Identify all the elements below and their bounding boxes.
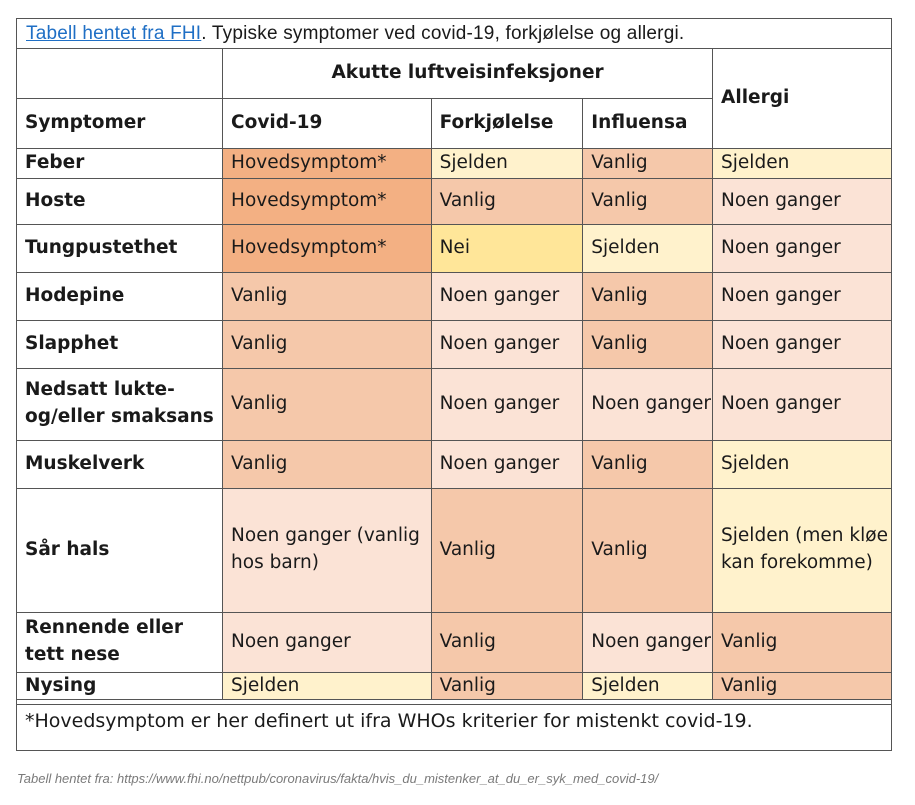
- forkjolelse-cell: Noen ganger: [431, 440, 583, 488]
- influensa-cell: Vanlig: [583, 440, 713, 488]
- allergi-cell: Vanlig: [713, 672, 891, 700]
- influensa-cell: Noen ganger: [583, 612, 713, 672]
- allergi-cell: Noen ganger: [713, 224, 891, 272]
- table-row: [17, 224, 891, 272]
- covid-cell: Hovedsymptom*: [223, 224, 432, 272]
- table-caption: [17, 19, 891, 49]
- forkjolelse-cell: Nei: [431, 224, 583, 272]
- symptom-cell: Sår hals: [17, 488, 223, 612]
- symptom-cell: Feber: [17, 148, 223, 178]
- symptom-cell: Hodepine: [17, 272, 223, 320]
- influensa-cell: Noen ganger: [583, 368, 713, 440]
- forkjolelse-cell: Noen ganger: [431, 320, 583, 368]
- header-allergi: Allergi: [713, 49, 891, 148]
- symptom-cell: Nedsatt lukte- og/eller smaksans: [17, 368, 223, 440]
- header-forkjolelse: Forkjølelse: [431, 98, 583, 148]
- allergi-cell: Noen ganger: [713, 272, 891, 320]
- covid-cell: Hovedsymptom*: [223, 178, 432, 224]
- forkjolelse-cell: Noen ganger: [431, 368, 583, 440]
- forkjolelse-cell: Vanlig: [431, 488, 583, 612]
- symptom-table-container: [16, 18, 892, 751]
- symptom-cell: Slapphet: [17, 320, 223, 368]
- table-row: [17, 148, 891, 178]
- influensa-cell: Vanlig: [583, 272, 713, 320]
- covid-cell: Vanlig: [223, 320, 432, 368]
- fhi-source-link[interactable]: Tabell hentet fra FHI: [26, 23, 202, 44]
- allergi-cell: Sjelden: [713, 440, 891, 488]
- table-row: [17, 272, 891, 320]
- allergi-cell: Sjelden: [713, 148, 891, 178]
- allergi-cell: Noen ganger: [713, 320, 891, 368]
- symptom-cell: Hoste: [17, 178, 223, 224]
- covid-cell: Vanlig: [223, 440, 432, 488]
- table-row: [17, 440, 891, 488]
- header-covid: Covid-19: [223, 98, 432, 148]
- table-body: [17, 148, 891, 700]
- symptom-cell: Rennende eller tett nese: [17, 612, 223, 672]
- table-row: [17, 488, 891, 612]
- table-row: [17, 320, 891, 368]
- symptom-cell: Muskelverk: [17, 440, 223, 488]
- symptom-table: [17, 49, 891, 700]
- covid-cell: Vanlig: [223, 272, 432, 320]
- header-influensa: Influensa: [583, 98, 713, 148]
- forkjolelse-cell: Vanlig: [431, 612, 583, 672]
- allergi-cell: Sjelden (men kløe kan forekomme): [713, 488, 891, 612]
- table-row: [17, 672, 891, 700]
- forkjolelse-cell: Sjelden: [431, 148, 583, 178]
- symptom-cell: Nysing: [17, 672, 223, 700]
- caption-text: . Typiske symptomer ved covid-19, forkjølelse og allergi.: [201, 23, 685, 44]
- influensa-cell: Vanlig: [583, 320, 713, 368]
- symptom-cell: Tungpustethet: [17, 224, 223, 272]
- header-group-akutte: Akutte luftveisinfeksjoner: [223, 49, 713, 98]
- table-row: [17, 178, 891, 224]
- allergi-cell: Noen ganger: [713, 368, 891, 440]
- covid-cell: Sjelden: [223, 672, 432, 700]
- influensa-cell: Vanlig: [583, 178, 713, 224]
- allergi-cell: Vanlig: [713, 612, 891, 672]
- covid-cell: Noen ganger (vanlig hos barn): [223, 488, 432, 612]
- forkjolelse-cell: Noen ganger: [431, 272, 583, 320]
- header-symptomer: Symptomer: [17, 98, 223, 148]
- forkjolelse-cell: Vanlig: [431, 672, 583, 700]
- covid-cell: Hovedsymptom*: [223, 148, 432, 178]
- footnote: *Hovedsymptom er her definert ut ifra WHOs kriterier for mistenkt covid-19.: [17, 704, 891, 750]
- source-credit: Tabell hentet fra: https://www.fhi.no/nettpub/coronavirus/fakta/hvis_du_mistenker_at_du_er_syk_med_covid-19/: [17, 771, 659, 786]
- influensa-cell: Vanlig: [583, 148, 713, 178]
- covid-cell: Vanlig: [223, 368, 432, 440]
- influensa-cell: Sjelden: [583, 224, 713, 272]
- forkjolelse-cell: Vanlig: [431, 178, 583, 224]
- allergi-cell: Noen ganger: [713, 178, 891, 224]
- table-row: [17, 368, 891, 440]
- covid-cell: Noen ganger: [223, 612, 432, 672]
- influensa-cell: Sjelden: [583, 672, 713, 700]
- header-empty: [17, 49, 223, 98]
- influensa-cell: Vanlig: [583, 488, 713, 612]
- table-row: [17, 612, 891, 672]
